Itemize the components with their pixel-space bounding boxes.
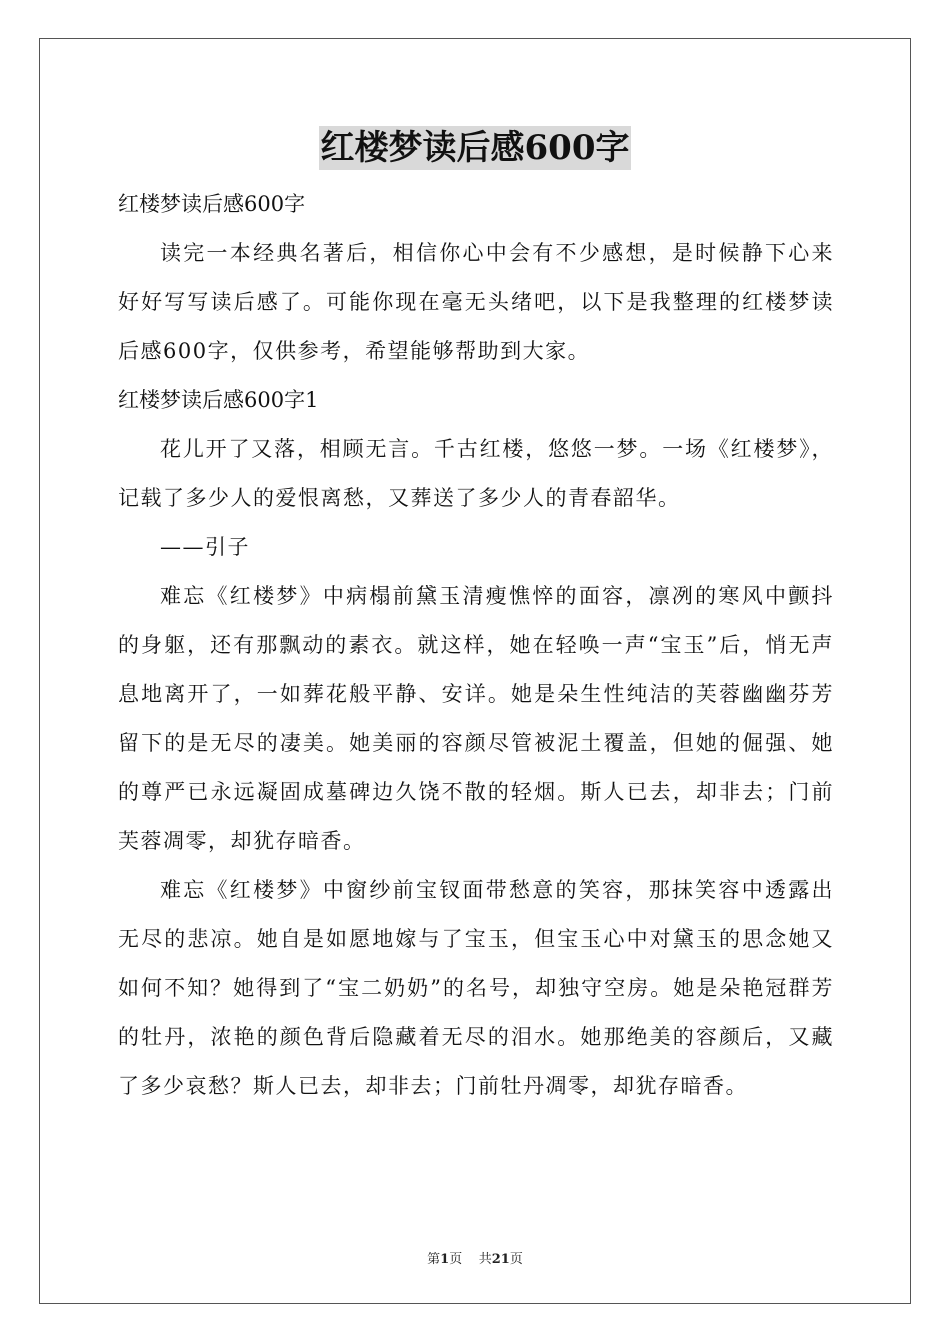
section-heading: 红楼梦读后感600字1 bbox=[118, 388, 319, 412]
paragraph-epigraph: ——引子 bbox=[160, 535, 250, 559]
paragraph-baochai: 难忘《红楼梦》中窗纱前宝钗面带愁意的笑容，那抹笑容中透露出无尽的悲凉。她自是如愿地嫁与了宝玉，但宝玉心中对黛玉的思念她又如何不知？她得到了“宝二奶奶”的名号，却独守空房。她是朵艳冠群芳的牡丹，浓艳的颜色背后隐藏着无尽的泪水。她那绝美的容颜后，又藏了多少哀愁？斯人已去，却非去；门前牡丹凋零，却犹存暗香。 bbox=[118, 878, 834, 1098]
document-body bbox=[118, 180, 834, 1111]
document-title: 红楼梦读后感600字 bbox=[320, 128, 630, 168]
total-suffix: 页 bbox=[509, 1252, 523, 1267]
paragraph-opening: 花儿开了又落，相顾无言。千古红楼，悠悠一梦。一场《红楼梦》，记载了多少人的爱恨离愁，又葬送了多少人的青春韶华。 bbox=[118, 437, 834, 510]
page-number: 1 bbox=[440, 1252, 450, 1267]
total-prefix: 共 bbox=[478, 1252, 492, 1267]
total-pages: 21 bbox=[491, 1252, 510, 1267]
paragraph-subtitle: 红楼梦读后感600字 bbox=[118, 192, 306, 216]
paragraph-intro: 读完一本经典名著后，相信你心中会有不少感想，是时候静下心来好好写写读后感了。可能你现在毫无头绪吧，以下是我整理的红楼梦读后感600字，仅供参考，希望能够帮助到大家。 bbox=[118, 241, 834, 363]
title-wrap bbox=[0, 126, 950, 170]
paragraph-daiyu: 难忘《红楼梦》中病榻前黛玉清瘦憔悴的面容，凛冽的寒风中颤抖的身躯，还有那飘动的素衣。就这样，她在轻唤一声“宝玉”后，悄无声息地离开了，一如葬花般平静、安详。她是朵生性纯洁的芙蓉幽幽芬芳留下的是无尽的凄美。她美丽的容颜尽管被泥土覆盖，但她的倔强、她的尊严已永远凝固成墓碑边久饶不散的轻烟。斯人已去，却非去；门前芙蓉凋零，却犹存暗香。 bbox=[118, 584, 834, 853]
page-suffix: 页 bbox=[449, 1252, 463, 1267]
page-footer bbox=[0, 1248, 950, 1267]
page-prefix: 第 bbox=[427, 1252, 441, 1267]
